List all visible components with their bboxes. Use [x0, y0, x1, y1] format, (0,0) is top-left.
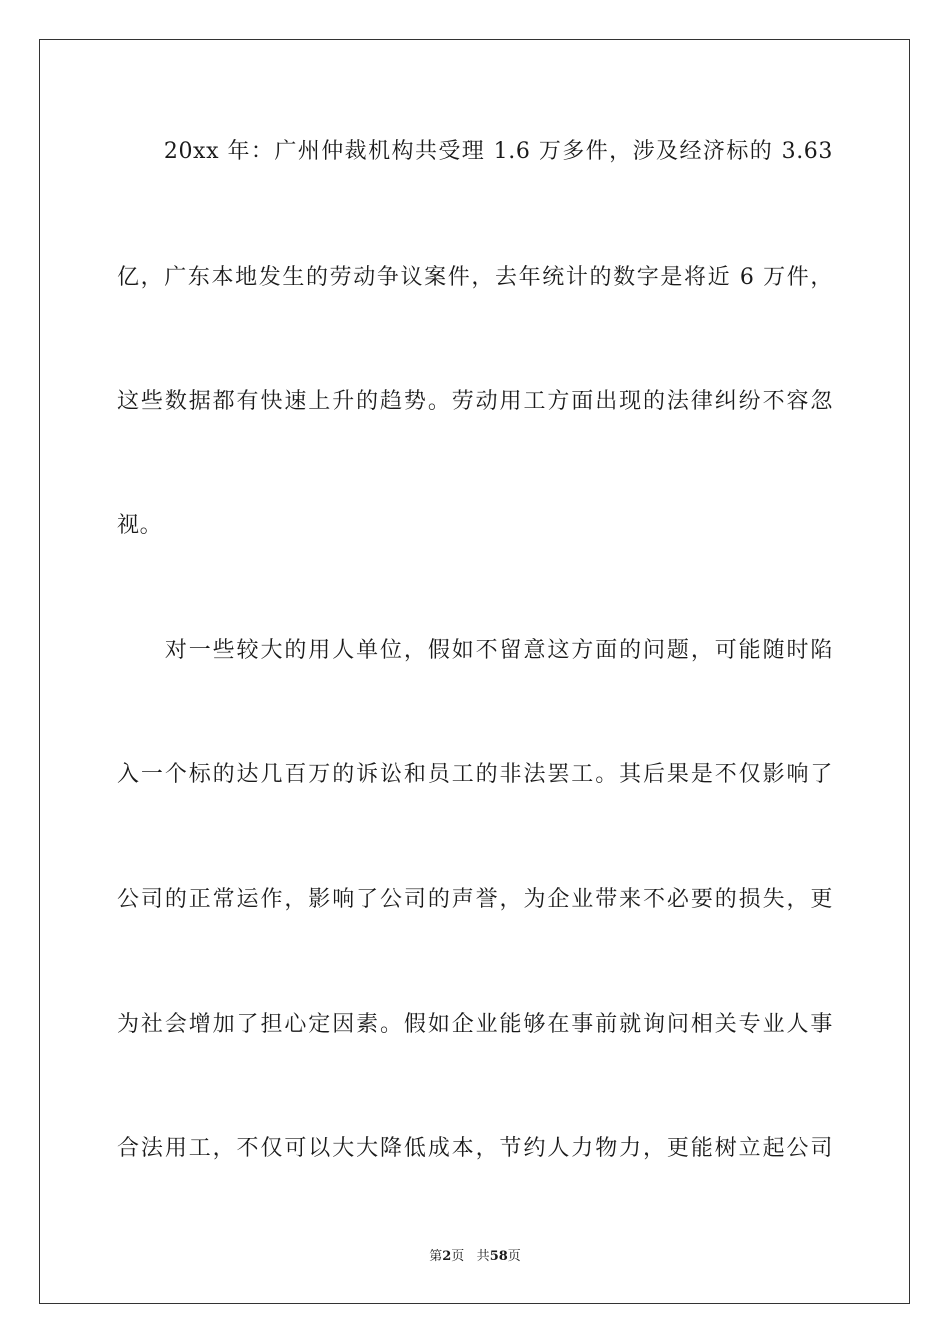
page-number: 2: [442, 1249, 452, 1264]
page-border: [39, 39, 910, 1304]
page-suffix: 页: [451, 1249, 465, 1264]
paragraph-2-line-5: 合法用工，不仅可以大大降低成本，节约人力物力，更能树立起公司: [117, 1136, 833, 1161]
paragraph-1-line-4: 视。: [117, 513, 163, 538]
total-pages: 58: [489, 1249, 508, 1264]
paragraph-2-line-2: 入一个标的达几百万的诉讼和员工的非法罢工。其后果是不仅影响了: [117, 762, 833, 787]
total-prefix: 共: [476, 1249, 490, 1264]
page-footer: [0, 1248, 950, 1266]
paragraph-1-line-2: 亿，广东本地发生的劳动争议案件，去年统计的数字是将近 6 万件，: [117, 265, 833, 290]
total-suffix: 页: [507, 1249, 521, 1264]
paragraph-1-line-1: 20xx 年：广州仲裁机构共受理 1.6 万多件，涉及经济标的 3.63: [117, 139, 833, 164]
paragraph-2-line-1: 对一些较大的用人单位，假如不留意这方面的问题，可能随时陷: [117, 638, 833, 663]
paragraph-1-line-3: 这些数据都有快速上升的趋势。劳动用工方面出现的法律纠纷不容忽: [117, 389, 833, 414]
page-prefix: 第: [429, 1249, 443, 1264]
paragraph-2-line-4: 为社会增加了担心定因素。假如企业能够在事前就询问相关专业人事: [117, 1012, 833, 1037]
paragraph-2-line-3: 公司的正常运作，影响了公司的声誉，为企业带来不必要的损失，更: [117, 887, 833, 912]
